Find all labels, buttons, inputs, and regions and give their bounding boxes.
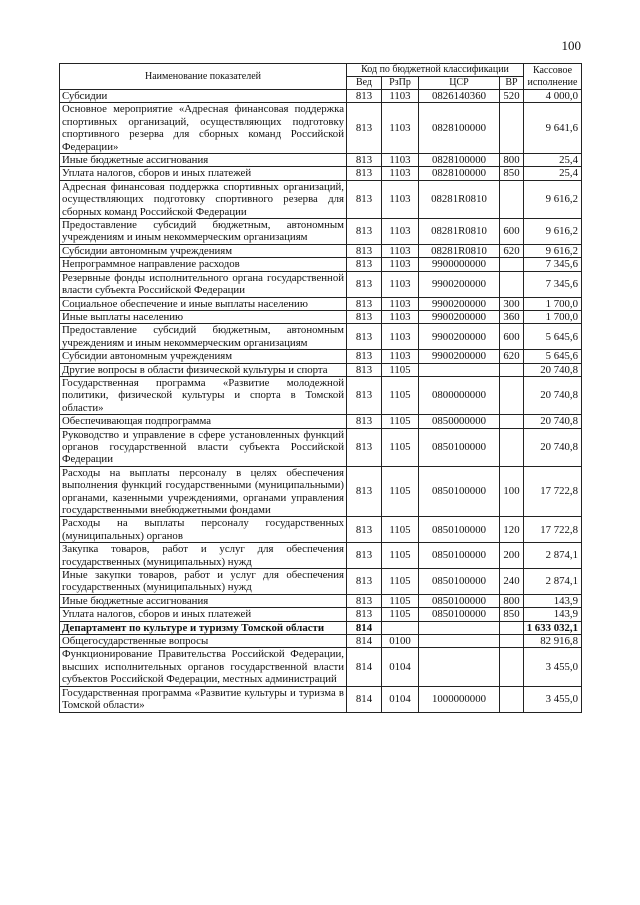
cell-csr (419, 648, 500, 686)
cell-rzpr: 1105 (382, 543, 419, 569)
cell-rzpr: 1105 (382, 376, 419, 414)
cell-amount: 1 633 032,1 (524, 621, 582, 634)
cell-amount: 3 455,0 (524, 648, 582, 686)
cell-name: Иные закупки товаров, работ и услуг для обеспечения государственных (муниципальных) нужд (60, 569, 347, 595)
cell-name: Иные бюджетные ассигнования (60, 154, 347, 167)
cell-vr (500, 363, 524, 376)
cell-name: Закупка товаров, работ и услуг для обеспечения государственных (муниципальных) нужд (60, 543, 347, 569)
cell-rzpr: 1103 (382, 244, 419, 257)
cell-csr (419, 363, 500, 376)
cell-csr: 9900200000 (419, 310, 500, 323)
cell-vr (500, 415, 524, 428)
cell-name: Уплата налогов, сборов и иных платежей (60, 167, 347, 180)
cell-vr: 620 (500, 350, 524, 363)
cell-amount: 20 740,8 (524, 415, 582, 428)
cell-rzpr: 1105 (382, 517, 419, 543)
cell-ved: 813 (347, 466, 382, 517)
cell-name: Департамент по культуре и туризму Томской области (60, 621, 347, 634)
cell-amount: 1 700,0 (524, 297, 582, 310)
cell-vr: 800 (500, 594, 524, 607)
header-ved: Вед (347, 77, 382, 90)
table-row (60, 103, 582, 154)
cell-ved: 813 (347, 244, 382, 257)
cell-amount: 9 616,2 (524, 180, 582, 218)
cell-vr: 200 (500, 543, 524, 569)
cell-rzpr: 1105 (382, 569, 419, 595)
cell-vr (500, 686, 524, 712)
cell-ved: 813 (347, 376, 382, 414)
table-row (60, 648, 582, 686)
cell-vr: 600 (500, 324, 524, 350)
cell-amount: 82 916,8 (524, 635, 582, 648)
table-row (60, 621, 582, 634)
table-row (60, 219, 582, 245)
cell-vr: 600 (500, 219, 524, 245)
table-row (60, 635, 582, 648)
cell-rzpr: 1105 (382, 608, 419, 621)
table-row (60, 180, 582, 218)
cell-csr: 0850100000 (419, 608, 500, 621)
cell-rzpr: 1105 (382, 415, 419, 428)
cell-vr (500, 635, 524, 648)
cell-name: Уплата налогов, сборов и иных платежей (60, 608, 347, 621)
cell-csr: 9900200000 (419, 324, 500, 350)
table-row (60, 324, 582, 350)
cell-csr: 0828100000 (419, 154, 500, 167)
table-row (60, 569, 582, 595)
cell-amount: 20 740,8 (524, 428, 582, 466)
cell-ved: 814 (347, 648, 382, 686)
cell-vr (500, 428, 524, 466)
cell-ved: 813 (347, 324, 382, 350)
cell-name: Иные бюджетные ассигнования (60, 594, 347, 607)
cell-csr (419, 621, 500, 634)
cell-rzpr: 1103 (382, 219, 419, 245)
cell-ved: 813 (347, 180, 382, 218)
cell-ved: 814 (347, 621, 382, 634)
table-body (60, 90, 582, 713)
cell-amount: 20 740,8 (524, 363, 582, 376)
cell-ved: 813 (347, 517, 382, 543)
cell-amount: 4 000,0 (524, 90, 582, 103)
cell-ved: 813 (347, 543, 382, 569)
cell-rzpr: 1103 (382, 90, 419, 103)
cell-ved: 813 (347, 154, 382, 167)
table-row (60, 415, 582, 428)
cell-amount: 17 722,8 (524, 517, 582, 543)
cell-name: Предоставление субсидий бюджетным, автономным учреждениям и иным некоммерческим организациям (60, 324, 347, 350)
cell-name: Непрограммное направление расходов (60, 258, 347, 271)
cell-name: Общегосударственные вопросы (60, 635, 347, 648)
table-row (60, 594, 582, 607)
table-row (60, 90, 582, 103)
cell-vr: 620 (500, 244, 524, 257)
cell-amount: 20 740,8 (524, 376, 582, 414)
cell-csr: 0850100000 (419, 517, 500, 543)
cell-vr: 800 (500, 154, 524, 167)
cell-csr: 9900000000 (419, 258, 500, 271)
cell-name: Основное мероприятие «Адресная финансовая поддержка спортивных организаций, осуществляющих подготовку спортивного резерва для сборных команд Российской Федерации» (60, 103, 347, 154)
cell-rzpr: 0104 (382, 648, 419, 686)
cell-rzpr: 1105 (382, 428, 419, 466)
cell-csr: 08281R0810 (419, 244, 500, 257)
cell-amount: 9 616,2 (524, 219, 582, 245)
cell-name: Государственная программа «Развитие культуры и туризма в Томской области» (60, 686, 347, 712)
cell-rzpr: 1103 (382, 271, 419, 297)
cell-csr: 0828100000 (419, 103, 500, 154)
cell-name: Социальное обеспечение и иные выплаты населению (60, 297, 347, 310)
cell-ved: 813 (347, 594, 382, 607)
cell-ved: 814 (347, 686, 382, 712)
header-csr: ЦСР (419, 77, 500, 90)
table-row (60, 543, 582, 569)
cell-amount: 2 874,1 (524, 543, 582, 569)
cell-csr: 0850100000 (419, 543, 500, 569)
cell-amount: 2 874,1 (524, 569, 582, 595)
cell-rzpr: 1105 (382, 363, 419, 376)
cell-ved: 813 (347, 90, 382, 103)
table-row (60, 244, 582, 257)
cell-ved: 814 (347, 635, 382, 648)
cell-rzpr: 1105 (382, 466, 419, 517)
cell-ved: 813 (347, 350, 382, 363)
cell-vr (500, 258, 524, 271)
cell-amount: 25,4 (524, 154, 582, 167)
table-row (60, 428, 582, 466)
cell-rzpr: 1103 (382, 350, 419, 363)
table-row (60, 258, 582, 271)
cell-csr: 0828100000 (419, 167, 500, 180)
cell-vr (500, 621, 524, 634)
cell-amount: 1 700,0 (524, 310, 582, 323)
cell-csr: 0826140360 (419, 90, 500, 103)
cell-csr: 9900200000 (419, 297, 500, 310)
table-row (60, 271, 582, 297)
cell-name: Субсидии автономным учреждениям (60, 350, 347, 363)
cell-vr: 300 (500, 297, 524, 310)
table-row (60, 154, 582, 167)
cell-rzpr: 1103 (382, 103, 419, 154)
cell-name: Предоставление субсидий бюджетным, автономным учреждениям и иным некоммерческим организациям (60, 219, 347, 245)
table-row (60, 363, 582, 376)
cell-amount: 3 455,0 (524, 686, 582, 712)
cell-rzpr: 1105 (382, 594, 419, 607)
cell-rzpr: 1103 (382, 154, 419, 167)
cell-amount: 5 645,6 (524, 324, 582, 350)
cell-name: Иные выплаты населению (60, 310, 347, 323)
cell-csr: 1000000000 (419, 686, 500, 712)
cell-name: Государственная программа «Развитие молодежной политики, физической культуры и спорта в Томской области» (60, 376, 347, 414)
cell-amount: 7 345,6 (524, 271, 582, 297)
table-row (60, 167, 582, 180)
table-row (60, 517, 582, 543)
cell-name: Обеспечивающая подпрограмма (60, 415, 347, 428)
cell-rzpr (382, 621, 419, 634)
cell-ved: 813 (347, 415, 382, 428)
cell-csr: 0850000000 (419, 415, 500, 428)
cell-csr: 9900200000 (419, 350, 500, 363)
cell-ved: 813 (347, 428, 382, 466)
header-vr: ВР (500, 77, 524, 90)
page-number: 100 (561, 38, 581, 53)
cell-rzpr: 1103 (382, 297, 419, 310)
cell-csr: 0850100000 (419, 428, 500, 466)
cell-csr (419, 635, 500, 648)
header-name: Наименование показателей (60, 64, 347, 90)
cell-rzpr: 1103 (382, 258, 419, 271)
cell-name: Расходы на выплаты персоналу государственных (муниципальных) органов (60, 517, 347, 543)
cell-ved: 813 (347, 297, 382, 310)
cell-vr: 850 (500, 167, 524, 180)
cell-vr (500, 376, 524, 414)
table-row (60, 466, 582, 517)
cell-name: Резервные фонды исполнительного органа государственной власти субъекта Российской Федерации (60, 271, 347, 297)
cell-name: Функционирование Правительства Российской Федерации, высших исполнительных органов государственной власти субъектов Российской Федерации, местных администраций (60, 648, 347, 686)
cell-amount: 17 722,8 (524, 466, 582, 517)
cell-ved: 813 (347, 219, 382, 245)
table-row (60, 376, 582, 414)
table-row (60, 350, 582, 363)
cell-ved: 813 (347, 167, 382, 180)
cell-csr: 0850100000 (419, 594, 500, 607)
header-code-group: Код по бюджетной классификации (347, 64, 524, 77)
cell-vr: 520 (500, 90, 524, 103)
cell-ved: 813 (347, 271, 382, 297)
cell-rzpr: 1103 (382, 324, 419, 350)
cell-csr: 0850100000 (419, 466, 500, 517)
cell-rzpr: 1103 (382, 167, 419, 180)
budget-table (59, 63, 582, 713)
cell-amount: 143,9 (524, 608, 582, 621)
cell-name: Адресная финансовая поддержка спортивных организаций, осуществляющих подготовку спортивного резерва для сборных команд Российской Федерации (60, 180, 347, 218)
cell-vr: 100 (500, 466, 524, 517)
cell-rzpr: 0104 (382, 686, 419, 712)
cell-amount: 9 616,2 (524, 244, 582, 257)
cell-vr (500, 648, 524, 686)
cell-csr: 0800000000 (419, 376, 500, 414)
cell-vr: 850 (500, 608, 524, 621)
cell-rzpr: 1103 (382, 310, 419, 323)
table-row (60, 608, 582, 621)
cell-name: Субсидии (60, 90, 347, 103)
cell-csr: 9900200000 (419, 271, 500, 297)
cell-csr: 08281R0810 (419, 180, 500, 218)
table-row (60, 310, 582, 323)
table-row (60, 297, 582, 310)
cell-amount: 25,4 (524, 167, 582, 180)
cell-name: Расходы на выплаты персоналу в целях обеспечения выполнения функций государственными (муниципальными) органами, казенными учреждениями, органами управления государственными внебюджетными фондами (60, 466, 347, 517)
cell-amount: 7 345,6 (524, 258, 582, 271)
cell-rzpr: 1103 (382, 180, 419, 218)
cell-vr (500, 271, 524, 297)
cell-amount: 143,9 (524, 594, 582, 607)
cell-amount: 5 645,6 (524, 350, 582, 363)
cell-ved: 813 (347, 310, 382, 323)
cell-vr: 360 (500, 310, 524, 323)
cell-ved: 813 (347, 103, 382, 154)
cell-ved: 813 (347, 258, 382, 271)
cell-rzpr: 0100 (382, 635, 419, 648)
cell-vr (500, 103, 524, 154)
cell-vr: 120 (500, 517, 524, 543)
cell-name: Руководство и управление в сфере установленных функций органов государственной власти субъекта Российской Федерации (60, 428, 347, 466)
table-row (60, 686, 582, 712)
cell-csr: 08281R0810 (419, 219, 500, 245)
header-rzpr: РзПр (382, 77, 419, 90)
cell-ved: 813 (347, 363, 382, 376)
cell-vr (500, 180, 524, 218)
cell-csr: 0850100000 (419, 569, 500, 595)
cell-ved: 813 (347, 608, 382, 621)
cell-name: Другие вопросы в области физической культуры и спорта (60, 363, 347, 376)
cell-vr: 240 (500, 569, 524, 595)
cell-ved: 813 (347, 569, 382, 595)
header-amount: Кассовое исполнение (524, 64, 582, 90)
cell-amount: 9 641,6 (524, 103, 582, 154)
cell-name: Субсидии автономным учреждениям (60, 244, 347, 257)
